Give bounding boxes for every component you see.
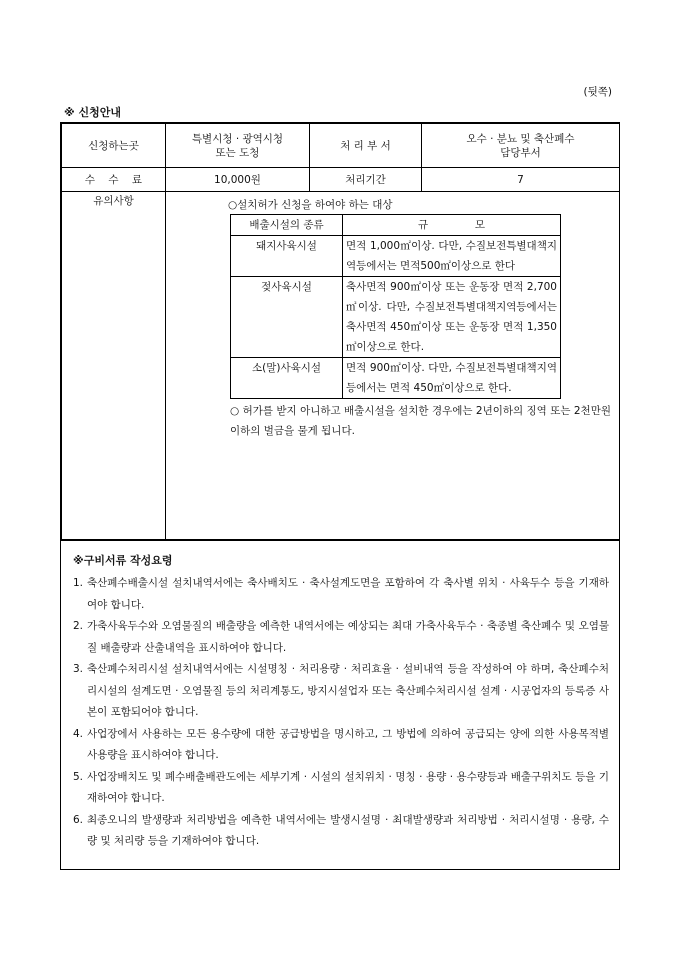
list-item bbox=[73, 616, 609, 659]
table-row bbox=[231, 277, 561, 358]
table-row bbox=[231, 236, 561, 277]
item-number: 4. bbox=[73, 727, 84, 740]
list-item bbox=[73, 659, 609, 724]
list-item bbox=[73, 573, 609, 616]
col-header-scale: 규 모 bbox=[343, 215, 561, 236]
fee-label: 수 수 료 bbox=[62, 168, 166, 192]
section-title: ※ 신청안내 bbox=[64, 106, 122, 119]
document-guide-section bbox=[60, 540, 620, 870]
facility-kind: 소(말)사육시설 bbox=[231, 358, 343, 399]
col-header-kind: 배출시설의 종류 bbox=[231, 215, 343, 236]
info-table-box bbox=[60, 122, 620, 541]
item-text: 사업장배치도 및 폐수배출배관도에는 세부기계 · 시설의 설치위치 · 명칭 · 용량 · 용수량등과 배출구위치도 등을 기재하여야 합니다. bbox=[87, 770, 609, 804]
apply-place-label: 신청하는곳 bbox=[62, 124, 166, 168]
info-table bbox=[61, 123, 620, 540]
guide-list bbox=[73, 573, 609, 853]
list-item bbox=[73, 767, 609, 810]
item-text: 사업장에서 사용하는 모든 용수량에 대한 공급방법을 명시하고, 그 방법에 의하여 공급되는 양에 의한 사용목적별 사용량을 표시하여야 합니다. bbox=[87, 727, 609, 761]
facility-scale: 축사면적 900㎡이상 또는 운동장 면적 2,700㎡이상. 다만, 수질보전특별대책지역등에서는 축사면적 450㎡이상 또는 운동장 면적 1,350㎡이상으로 한다. bbox=[343, 277, 561, 358]
item-number: 1. bbox=[73, 577, 84, 589]
item-text: 축산폐수처리시설 설치내역서에는 시설명칭 · 처리용량 · 처리효율 · 설비내역 등을 작성하여 야 하며, 축산폐수처리시설의 설계도면 · 오염물질 등의 처리계통도, 방지시설업자 또는 축산폐수처리시설 설계 · 시공업자의 등록증 사본이 포함되어야 합니다. bbox=[87, 663, 609, 718]
back-page-label: (뒷쪽) bbox=[583, 86, 612, 98]
item-number: 5. bbox=[73, 770, 84, 783]
notes-cell bbox=[166, 192, 620, 540]
facility-scale: 면적 900㎡이상. 다만, 수질보전특별대책지역등에서는 면적 450㎡이상으로 한다. bbox=[343, 358, 561, 399]
table-row bbox=[231, 358, 561, 399]
facility-kind: 젖사육시설 bbox=[231, 277, 343, 358]
item-number: 3. bbox=[73, 663, 84, 675]
emission-facility-table bbox=[230, 214, 561, 399]
list-item bbox=[73, 724, 609, 767]
facility-kind: 돼지사육시설 bbox=[231, 236, 343, 277]
notes-bullet-1: ○설치허가 신청을 하여야 하는 대상 bbox=[228, 199, 393, 211]
list-item bbox=[73, 810, 609, 853]
guide-title: ※구비서류 작성요령 bbox=[73, 554, 173, 567]
facility-scale: 면적 1,000㎡이상. 다만, 수질보전특별대책지역등에서는 면적500㎡이상으로 한다 bbox=[343, 236, 561, 277]
fee-value: 10,000원 bbox=[166, 168, 310, 192]
apply-place-value: 특별시청 · 광역시청 또는 도청 bbox=[166, 124, 310, 168]
period-label: 처리기간 bbox=[310, 168, 422, 192]
item-text: 가축사육두수와 오염물질의 배출량을 예측한 내역서에는 예상되는 최대 가축사육두수 · 축종별 축산폐수 및 오염물질 배출량과 산출내역을 표시하여야 합니다. bbox=[87, 620, 609, 654]
dept-label: 처 리 부 서 bbox=[310, 124, 422, 168]
notes-bullet-2: ○ 허가를 받지 아니하고 배출시설을 설치한 경우에는 2년이하의 징역 또는 2천만원이하의 벌금을 물게 됩니다. bbox=[230, 405, 611, 437]
period-value: 7 bbox=[422, 168, 620, 192]
dept-value: 오수 · 분뇨 및 축산폐수 담당부서 bbox=[422, 124, 620, 168]
item-number: 2. bbox=[73, 620, 84, 632]
item-text: 최종오니의 발생량과 처리방법을 예측한 내역서에는 발생시설명 · 최대발생량과 처리방법 · 처리시설명 · 용량, 수량 및 처리량 등을 기재하여야 합니다. bbox=[87, 813, 609, 847]
notes-label: 유의사항 bbox=[62, 192, 166, 540]
item-text: 축산폐수배출시설 설치내역서에는 축사배치도 · 축사설계도면을 포함하여 각 축사별 위치 · 사육두수 등을 기재하여야 합니다. bbox=[87, 577, 609, 611]
item-number: 6. bbox=[73, 813, 84, 826]
